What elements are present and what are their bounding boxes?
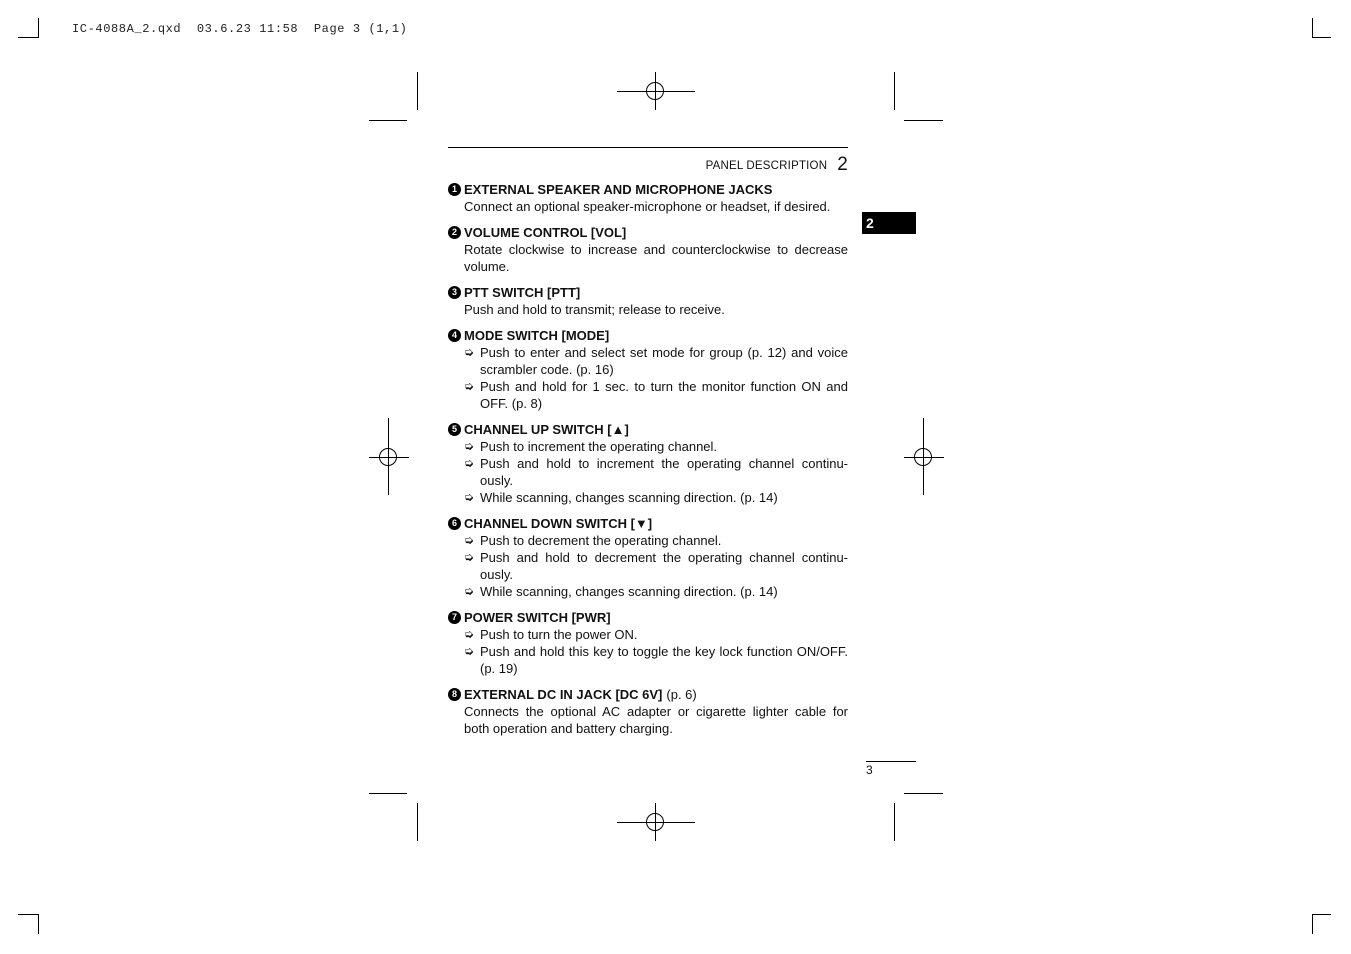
arrow-bullet-icon: ➭ (464, 439, 475, 453)
arrow-bullet-icon: ➭ (464, 533, 475, 547)
arrow-bullet-icon: ➭ (464, 345, 475, 359)
arrow-bullet-icon: ➭ (464, 456, 475, 470)
section-mode-switch (448, 327, 848, 412)
list-item: ➭ Push to turn the power ON. (464, 627, 638, 642)
arrow-bullet-icon: ➭ (464, 627, 475, 641)
list-item: ➭ Push to enter and select set mode for group (p. 12) and voice scrambler code. (p. 16) (464, 345, 848, 377)
header-rule (448, 147, 848, 148)
arrow-bullet-icon: ➭ (464, 644, 475, 658)
section-volume-control (448, 224, 848, 275)
section-ptt-switch (448, 284, 848, 318)
running-header (600, 153, 848, 175)
arrow-bullet-icon: ➭ (464, 550, 475, 564)
arrow-bullet-icon: ➭ (464, 490, 475, 504)
list-item: ➭ Push to decrement the operating channel. (464, 533, 722, 548)
item-number-badge: 7 (448, 611, 461, 624)
section-title: CHANNEL DOWN SWITCH [▼] (464, 516, 653, 531)
item-number-badge: 6 (448, 517, 461, 530)
page-number: 3 (866, 763, 873, 777)
item-number-badge: 8 (448, 688, 461, 701)
list-item: ➭ Push and hold to decrement the operating channel continu-ously. (464, 550, 848, 582)
file-slug: IC-4088A_2.qxd 03.6.23 11:58 Page 3 (1,1) (72, 22, 408, 36)
section-title: VOLUME CONTROL [VOL] (464, 225, 627, 240)
header-label: PANEL DESCRIPTION (705, 160, 828, 172)
list-item: ➭ Push and hold to increment the operating channel continu-ously. (464, 456, 848, 488)
item-number-badge: 4 (448, 329, 461, 342)
section-external-speaker-jacks (448, 181, 848, 215)
list-item: ➭ Push and hold for 1 sec. to turn the monitor function ON and OFF. (p. 8) (464, 379, 848, 411)
list-item: ➭ Push to increment the operating channel. (464, 439, 718, 454)
section-description: Rotate clockwise to increase and counterclockwise to decrease volume. (464, 242, 848, 274)
section-title: MODE SWITCH [MODE] (464, 328, 610, 343)
section-title: EXTERNAL SPEAKER AND MICROPHONE JACKS (464, 182, 773, 197)
section-title: EXTERNAL DC IN JACK [DC 6V] (464, 687, 663, 702)
section-description: Connect an optional speaker-microphone or headset, if desired. (464, 199, 831, 214)
item-number-badge: 5 (448, 423, 461, 436)
section-external-dc-jack (448, 686, 848, 737)
section-channel-up-switch (448, 421, 848, 506)
section-channel-down-switch (448, 515, 848, 600)
panel-description-content (448, 181, 848, 746)
page-number-rule (866, 761, 916, 762)
arrow-bullet-icon: ➭ (464, 379, 475, 393)
section-tab: 2 (862, 212, 916, 234)
item-number-badge: 1 (448, 183, 461, 196)
header-section-number: 2 (837, 154, 848, 175)
item-number-badge: 2 (448, 226, 461, 239)
section-title: PTT SWITCH [PTT] (464, 285, 581, 300)
arrow-bullet-icon: ➭ (464, 584, 475, 598)
page-reference: (p. 6) (666, 687, 697, 702)
list-item: ➭ While scanning, changes scanning direction. (p. 14) (464, 490, 778, 505)
list-item: ➭ While scanning, changes scanning direction. (p. 14) (464, 584, 778, 599)
section-title: POWER SWITCH [PWR] (464, 610, 611, 625)
section-power-switch (448, 609, 848, 677)
list-item: ➭ Push and hold this key to toggle the key lock function ON/OFF. (p. 19) (464, 644, 848, 676)
item-number-badge: 3 (448, 286, 461, 299)
section-description: Push and hold to transmit; release to receive. (464, 302, 725, 317)
section-description: Connects the optional AC adapter or cigarette lighter cable for both operation and battery charging. (464, 704, 848, 736)
section-title: CHANNEL UP SWITCH [▲] (464, 422, 629, 437)
